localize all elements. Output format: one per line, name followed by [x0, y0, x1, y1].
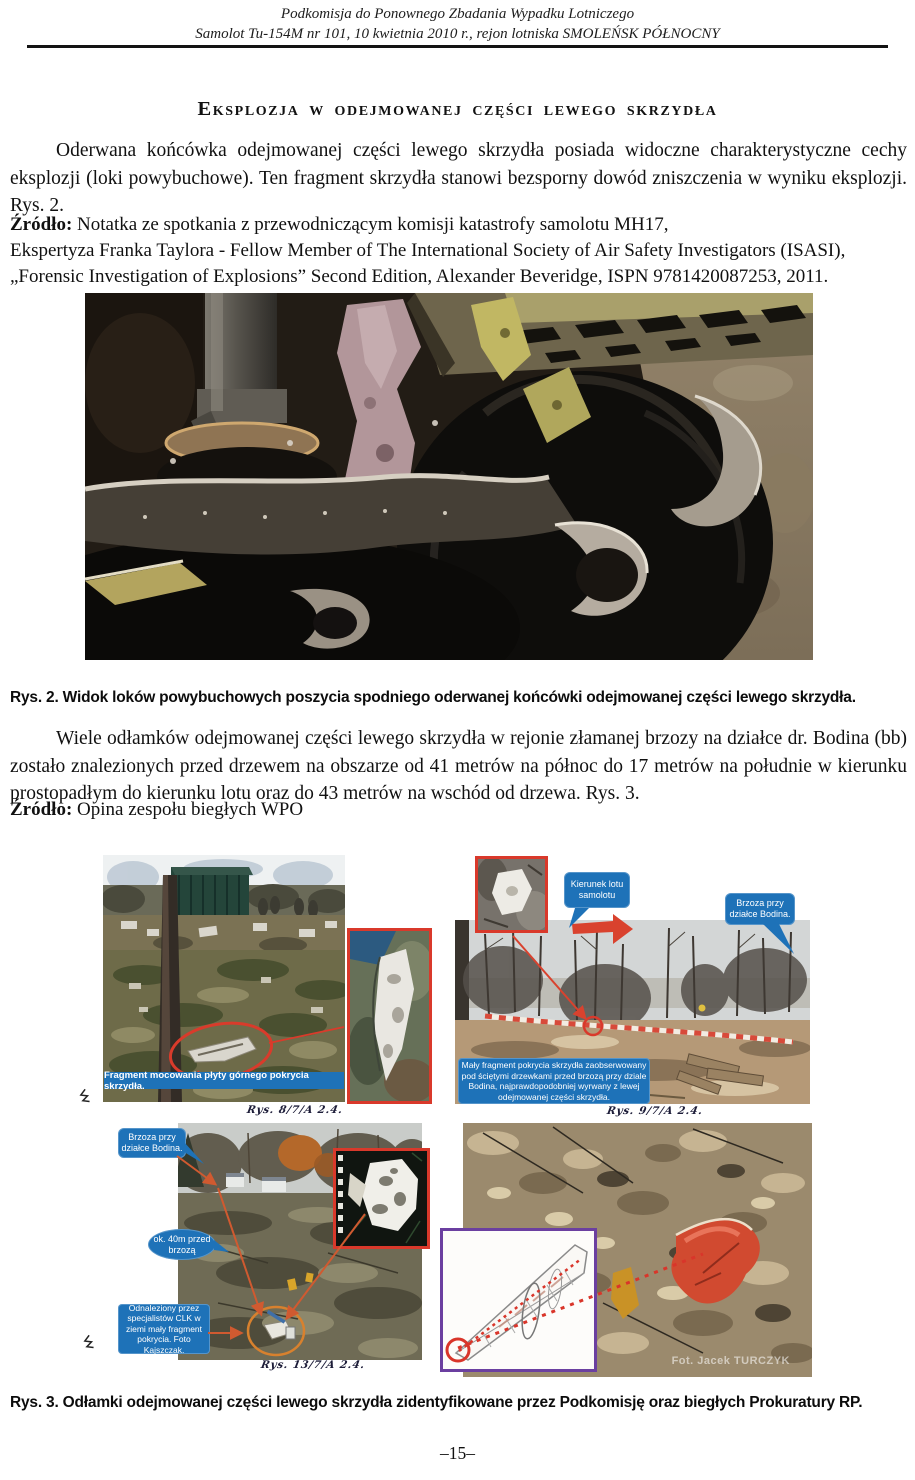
- margin-mark-2: [83, 1335, 93, 1349]
- handwritten-label-a: Rys. 8/7/A 2.4.: [245, 1104, 344, 1116]
- source-block-2: [10, 797, 907, 823]
- fig2-caption: Rys. 2. Widok loków powybuchowych poszycia spodniego oderwanej końcówki odejmowanej części lewego skrzydła.: [10, 689, 856, 706]
- photo-garden-debris: [103, 855, 345, 1102]
- margin-mark-1: [79, 1089, 89, 1103]
- header-rule: [27, 45, 888, 48]
- inset-fragment-closeup-a: [347, 928, 432, 1104]
- page-number: –15–: [440, 1443, 475, 1463]
- fragment-closeup-b: [478, 859, 545, 930]
- header-line1: Podkomisja do Ponownego Zbadania Wypadku Lotniczego: [280, 6, 635, 22]
- callout-flight-direction: Kierunek lotu samolotu: [564, 872, 630, 908]
- paragraph-1: Oderwana końcówka odejmowanej części lewego skrzydła posiada widoczne charakterystyczne cechy eksplozji (loki powybuchowe). Ten fragment skrzydła stanowi bezsporny dowód zniszczenia w wyniku eksplozji. Rys. 2.: [10, 140, 907, 216]
- fragment-closeup-c: [336, 1151, 427, 1246]
- source2-label: Źródło:: [10, 799, 73, 820]
- page-header: [0, 5, 915, 44]
- source2-text: Opina zespołu biegłych WPO: [77, 799, 304, 820]
- header-line2: Samolot Tu-154M nr 101, 10 kwietnia 2010 r., rejon lotniska SMOLEŃSK PÓŁNOCNY: [195, 25, 720, 42]
- inset-fragment-closeup-b: [475, 856, 548, 933]
- source1-line1: Notatka ze spotkania z przewodniczącym komisji katastrofy samolotu MH17,: [77, 214, 669, 235]
- fig3-caption: Rys. 3. Odłamki odejmowanej części lewego skrzydła zidentyfikowane przez Podkomisję oraz biegłych Prokuratury RP.: [10, 1394, 863, 1411]
- callout-birch-top: Brzoza przy działce Bodina.: [725, 893, 795, 925]
- inset-wing-diagram: [440, 1228, 597, 1372]
- callout-distance: ok. 40m przed brzozą: [148, 1229, 216, 1260]
- note-small-fragment: Mały fragment pokrycia skrzydła zaobserwowany pod ściętymi drzewkami przed brzozą przy dziale Bodina, najprawdopodobniej wyrwany z lewej odejmowanej części skrzydła.: [458, 1058, 650, 1104]
- handwritten-label-c: Rys. 13/7/A 2.4.: [259, 1359, 367, 1371]
- source1-label: Źródło:: [10, 214, 73, 235]
- fig2-wreckage-photo: [85, 293, 813, 660]
- wreckage-illustration: [85, 293, 813, 660]
- note-found-fragment: Odnaleziony przez specjalistów CLK w ziemi mały fragment pokrycia. Foto Kajszczak.: [118, 1304, 210, 1354]
- paragraph-2: Wiele odłamków odejmowanej części lewego skrzydła w rejonie złamanej brzozy na działce dr. Bodina (bb) zostało znalezionych przed drzewem na obszarze od 41 metrów na północ do 17 metrów na południe w kierunku prostopadłym do kierunku lotu oraz do 43 metrów na wschód od drzewa. Rys. 3.: [10, 728, 907, 804]
- handwritten-label-b: Rys. 9/7/A 2.4.: [605, 1105, 704, 1117]
- section-title: Eksplozja w odejmowanej części lewego skrzydła: [197, 98, 718, 120]
- banner-fragment-mocowania: Fragment mocowania płyty górnego pokrycia skrzydła.: [104, 1072, 344, 1089]
- fig3-collage: [75, 852, 815, 1380]
- photo-credit-watermark: Fot. Jacek TURCZYK: [671, 1355, 790, 1367]
- source1-line2: Ekspertyza Franka Taylora - Fellow Member of The International Society of Air Safety Investigators (ISASI), „Forensic Investigation of Explosions” Second Edition, Alexander Beveridge, ISPN 9781420087253, 2011.: [10, 240, 846, 287]
- wing-diagram: [443, 1231, 593, 1368]
- garden-scene: [103, 855, 345, 1102]
- callout-birch-bottom: Brzoza przy działce Bodina.: [118, 1128, 186, 1158]
- fragment-closeup-a: [350, 931, 429, 1101]
- source-block-1: [10, 212, 907, 290]
- inset-fragment-closeup-c: [333, 1148, 430, 1249]
